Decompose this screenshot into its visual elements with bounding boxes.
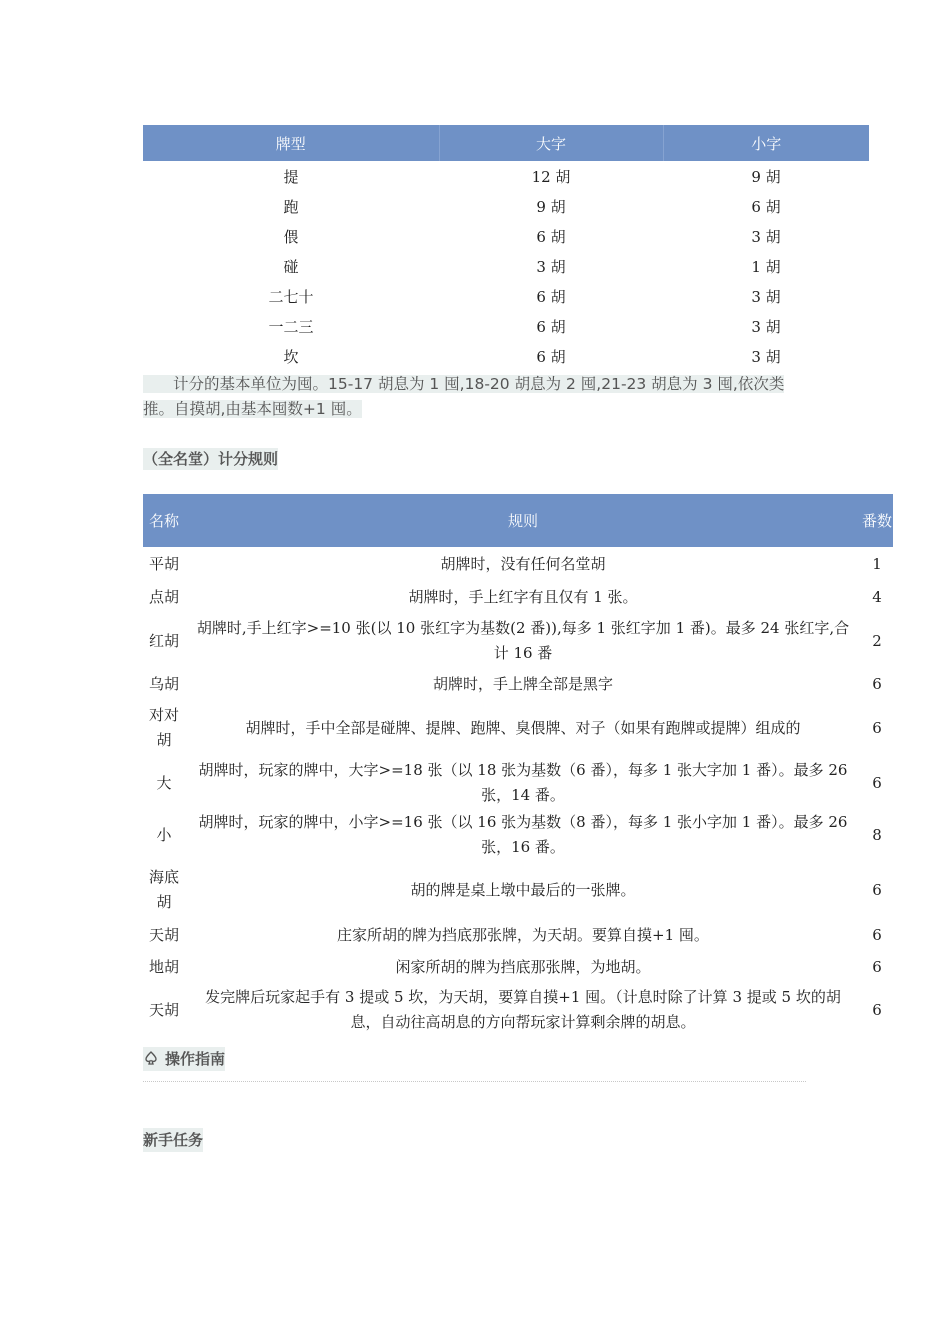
col-header-big: 大字 <box>439 125 663 161</box>
rule-text: 胡牌时，玩家的牌中，大字>=18 张（以 18 张为基数（6 番），每多 1 张大字加 1 番）。最多 26 张，14 番。 <box>198 761 848 804</box>
table-row <box>143 311 869 341</box>
rule-name: 地胡 <box>148 957 179 976</box>
cell-tile-type: 提 <box>283 167 299 186</box>
cell-big: 6 胡 <box>536 227 566 246</box>
col-header-rule: 规则 <box>185 494 861 547</box>
table-row <box>143 191 869 221</box>
cell-big: 6 胡 <box>536 347 566 366</box>
table-row <box>143 861 893 919</box>
table-row <box>143 547 893 581</box>
rule-fan: 6 <box>872 925 882 944</box>
cell-tile-type: 一二三 <box>268 317 314 336</box>
rule-name: 海底胡 <box>148 868 179 911</box>
rule-name: 点胡 <box>148 587 179 606</box>
rule-fan: 6 <box>872 880 882 899</box>
cell-small: 3 胡 <box>751 347 781 366</box>
rule-text: 闲家所胡的牌为挡底那张牌，为地胡。 <box>395 957 651 976</box>
cell-big: 6 胡 <box>536 317 566 336</box>
table-row <box>143 341 869 371</box>
rules-table <box>143 494 893 1037</box>
table-row <box>143 221 869 251</box>
rule-text: 发完牌后玩家起手有 3 提或 5 坎，为天胡，要算自摸+1 囤。（计息时除了计算 3 提或 5 坎的胡息，自动往高胡息的方向帮玩家计算剩余牌的胡息。 <box>205 988 841 1031</box>
rule-text: 胡牌时，手中全部是碰牌、提牌、跑牌、臭偎牌、对子（如果有跑牌或提牌）组成的 <box>245 718 801 737</box>
table-row <box>143 161 869 191</box>
table-row <box>143 919 893 951</box>
rule-fan: 6 <box>872 1000 882 1019</box>
table-row <box>143 251 869 281</box>
rule-text: 胡牌时,手上红字>=10 张(以 10 张红字为基数(2 番)),每多 1 张红字加 1 番)。最多 24 张红字,合计 16 番 <box>196 619 850 662</box>
rule-name: 平胡 <box>148 554 179 573</box>
spade-outline-icon <box>143 1049 159 1065</box>
rule-name: 乌胡 <box>148 674 179 693</box>
rule-fan: 2 <box>872 631 882 650</box>
rule-name: 红胡 <box>148 631 179 650</box>
rule-name: 大 <box>156 773 172 792</box>
rule-text: 胡牌时，手上红字有且仅有 1 张。 <box>408 587 638 606</box>
col-header-fan: 番数 <box>861 494 893 547</box>
col-header-small: 小字 <box>663 125 869 161</box>
table-header-row <box>143 494 893 547</box>
cell-small: 3 胡 <box>751 287 781 306</box>
table-row <box>143 281 869 311</box>
cell-big: 6 胡 <box>536 287 566 306</box>
scoring-note-line2: 推。自摸胡,由基本囤数+1 囤。 <box>143 400 362 418</box>
rule-name: 对对胡 <box>148 706 179 749</box>
rule-fan: 6 <box>872 957 882 976</box>
col-header-name: 名称 <box>143 494 185 547</box>
cell-tile-type: 跑 <box>283 197 299 216</box>
cell-big: 12 胡 <box>531 167 571 186</box>
rule-text: 庄家所胡的牌为挡底那张牌，为天胡。要算自摸+1 囤。 <box>337 925 709 944</box>
table-row <box>143 613 893 669</box>
cell-big: 3 胡 <box>536 257 566 276</box>
rule-text: 胡牌时，没有任何名堂胡 <box>440 554 606 573</box>
rule-fan: 1 <box>872 554 882 573</box>
table-row <box>143 809 893 861</box>
scoring-note <box>143 372 813 422</box>
rule-name: 天胡 <box>148 925 179 944</box>
rule-fan: 6 <box>872 674 882 693</box>
cell-small: 3 胡 <box>751 317 781 336</box>
operation-guide-label: 操作指南 <box>165 1050 226 1068</box>
table-row <box>143 951 893 983</box>
table-row <box>143 669 893 699</box>
rule-fan: 6 <box>872 718 882 737</box>
cell-tile-type: 碰 <box>283 257 299 276</box>
newbie-task-heading[interactable]: 新手任务 <box>143 1128 203 1152</box>
rule-fan: 6 <box>872 773 882 792</box>
rule-name: 天胡 <box>148 1000 179 1019</box>
rule-name: 小 <box>156 825 172 844</box>
dotted-divider <box>143 1081 806 1082</box>
table-row <box>143 581 893 613</box>
table-header-row <box>143 125 869 161</box>
cell-tile-type: 二七十 <box>268 287 314 306</box>
cell-big: 9 胡 <box>536 197 566 216</box>
rule-fan: 8 <box>872 825 882 844</box>
hu-points-table <box>143 125 869 371</box>
rule-text: 胡牌时，玩家的牌中，小字>=16 张（以 16 张为基数（8 番），每多 1 张小字加 1 番）。最多 26 张，16 番。 <box>198 813 848 856</box>
operation-guide-heading[interactable] <box>143 1047 225 1071</box>
rule-text: 胡牌时，手上牌全部是黑字 <box>432 674 613 693</box>
section-title: （全名堂）计分规则 <box>143 450 279 468</box>
table-row <box>143 699 893 757</box>
rule-text: 胡的牌是桌上墩中最后的一张牌。 <box>410 880 636 899</box>
cell-small: 3 胡 <box>751 227 781 246</box>
cell-tile-type: 坎 <box>283 347 299 366</box>
cell-tile-type: 偎 <box>283 227 299 246</box>
cell-small: 9 胡 <box>751 167 781 186</box>
table-row <box>143 983 893 1037</box>
rule-fan: 4 <box>872 587 882 606</box>
cell-small: 6 胡 <box>751 197 781 216</box>
scoring-note-line1: 计分的基本单位为囤。15-17 胡息为 1 囤,18-20 胡息为 2 囤,21-23 胡息为 3 囤,依次类 <box>173 375 785 393</box>
col-header-tile-type: 牌型 <box>143 125 439 161</box>
cell-small: 1 胡 <box>751 257 781 276</box>
table-row <box>143 757 893 809</box>
